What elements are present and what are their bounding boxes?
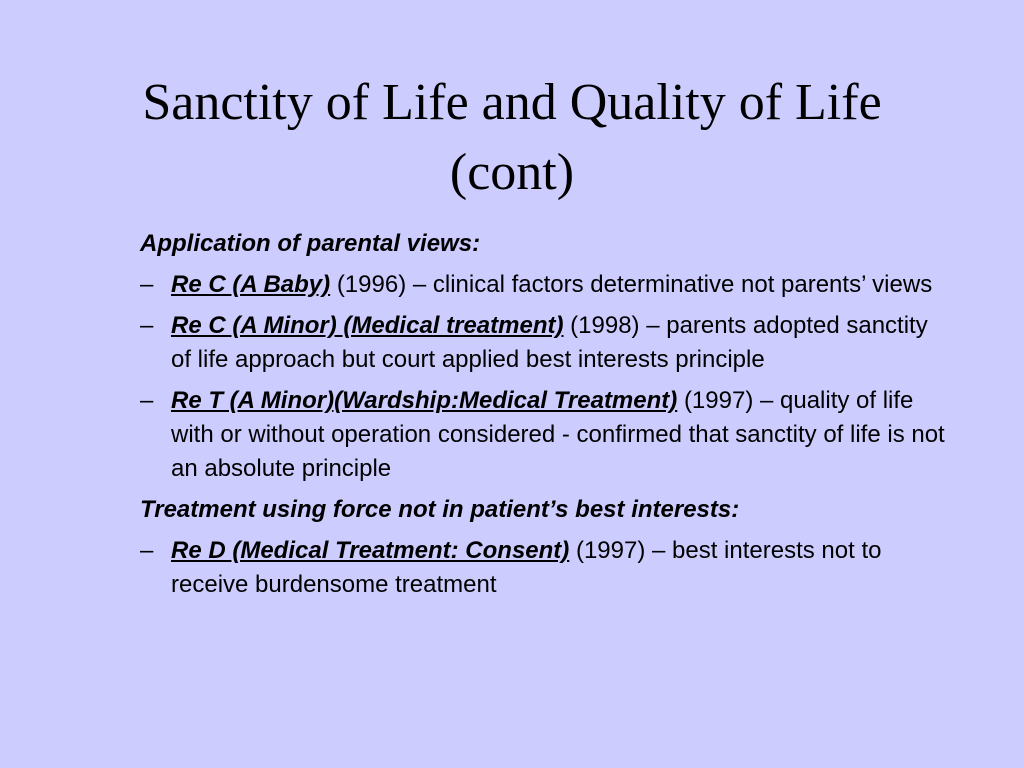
case-name: Re C (A Baby)	[171, 271, 331, 298]
case-description: (1997) – quality of life with or without operation considered - confirmed that sanctity of life is not an absolute principle	[171, 387, 945, 482]
slide-body	[140, 227, 950, 609]
case-name: Re C (A Minor) (Medical treatment)	[171, 312, 564, 339]
case-name: Re D (Medical Treatment: Consent)	[171, 537, 570, 564]
dash-bullet: –	[140, 387, 154, 414]
list-item	[140, 268, 950, 302]
case-description: (1996) – clinical factors determinative not parents’ views	[336, 271, 933, 298]
dash-bullet: –	[140, 312, 154, 339]
list-item	[140, 384, 950, 486]
list-item	[140, 309, 950, 377]
case-description: (1997) – best interests not to receive burdensome treatment	[171, 537, 882, 598]
case-name: Re T (A Minor)(Wardship:Medical Treatment)	[171, 387, 678, 414]
section-heading-force-treatment: Treatment using force not in patient’s best interests:	[140, 496, 740, 523]
list-item	[140, 534, 950, 602]
dash-bullet: –	[140, 537, 154, 564]
slide-title-line-1: Sanctity of Life and Quality of Life	[142, 74, 882, 131]
section-heading-parental-views: Application of parental views:	[140, 230, 481, 257]
dash-bullet: –	[140, 271, 154, 298]
slide-title-line-2: (cont)	[449, 144, 575, 201]
slide-title	[60, 68, 964, 208]
case-description: (1998) – parents adopted sanctity of life approach but court applied best interests principle	[171, 312, 928, 373]
